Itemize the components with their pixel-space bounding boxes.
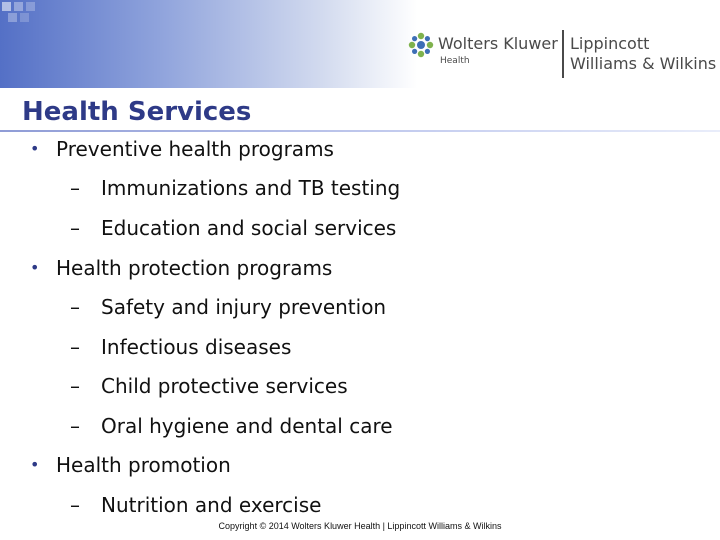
- sub-bullet-text: Child protective services: [101, 374, 348, 398]
- logo-company-name: Wolters Kluwer: [438, 34, 558, 53]
- bullet-text: Health promotion: [56, 453, 231, 477]
- logo-brand-line1: Lippincott: [570, 34, 650, 53]
- logo-brand: [570, 34, 716, 74]
- sub-bullet-text: Education and social services: [101, 216, 397, 240]
- dash-marker: –: [70, 176, 80, 200]
- slide-title: Health Services: [22, 97, 252, 127]
- title-underline: [0, 130, 720, 132]
- logo-divider: [562, 30, 564, 78]
- bullet-dot-icon: •: [30, 455, 40, 474]
- sub-bullet-text: Safety and injury prevention: [101, 295, 387, 319]
- sub-bullet-text: Infectious diseases: [101, 335, 292, 359]
- bullet-dot-icon: •: [30, 258, 40, 277]
- bullet-text: Preventive health programs: [56, 137, 334, 161]
- dash-marker: –: [70, 295, 80, 319]
- sub-bullet-text: Oral hygiene and dental care: [101, 414, 393, 438]
- copyright-footer: Copyright © 2014 Wolters Kluwer Health | Lippincott Williams & Wilkins: [218, 521, 502, 531]
- bullet-dot-icon: •: [30, 139, 40, 158]
- dash-marker: –: [70, 493, 80, 517]
- logo-brand-line2: Williams & Wilkins: [570, 54, 717, 73]
- sub-bullet-text: Nutrition and exercise: [101, 493, 322, 517]
- dash-marker: –: [70, 335, 80, 359]
- bullet-text: Health protection programs: [56, 256, 333, 280]
- decorative-squares: [0, 0, 60, 30]
- dash-marker: –: [70, 414, 80, 438]
- sub-bullet-text: Immunizations and TB testing: [101, 176, 401, 200]
- logo-division: Health: [440, 56, 470, 66]
- dash-marker: –: [70, 374, 80, 398]
- dash-marker: –: [70, 216, 80, 240]
- wolters-kluwer-globe-icon: [408, 32, 434, 58]
- publisher-logo: [408, 30, 720, 82]
